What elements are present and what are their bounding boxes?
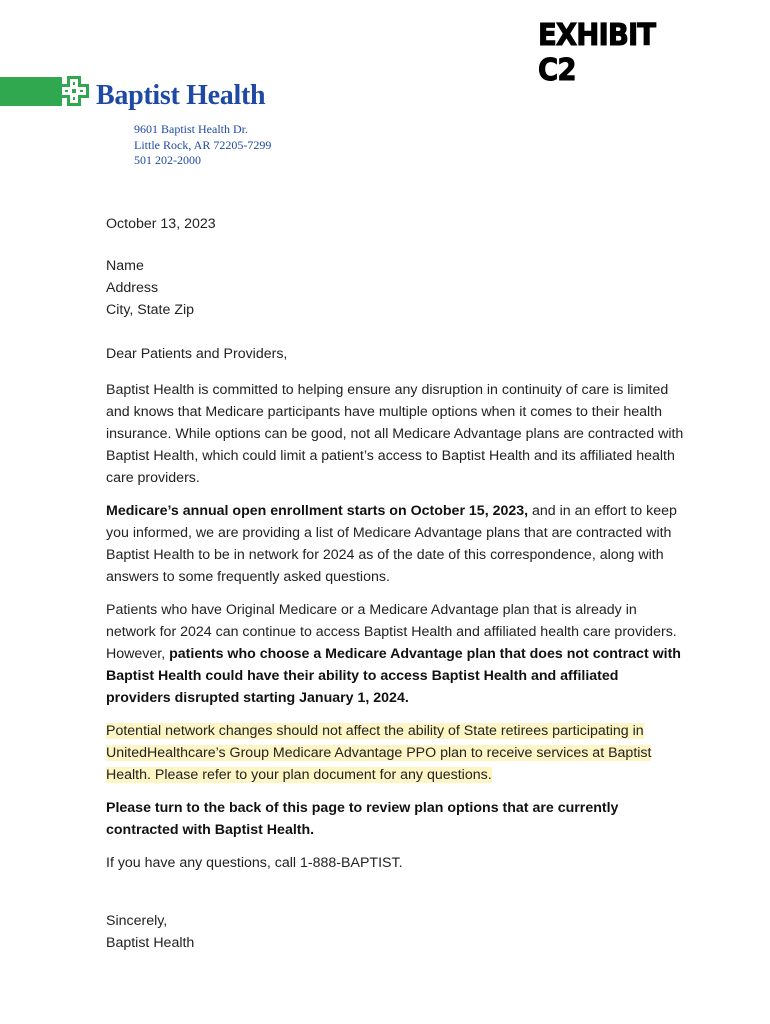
state-retirees-highlight: Potential network changes should not affect the ability of State retirees participating in UnitedHealthcare’s Group Medicare Advantage PPO plan to receive services at Baptist Health. Please refer to your plan document for any questions. — [106, 723, 652, 783]
recipient-name: Name — [106, 258, 144, 274]
exhibit-stamp: EXHIBIT C2 — [538, 18, 656, 88]
address-phone: 501 202-2000 — [134, 153, 201, 167]
letterhead-address — [134, 122, 271, 169]
letter-date: October 13, 2023 — [106, 216, 216, 232]
open-enrollment-text: and in an effort to keep you informed, we are providing a list of Medicare Advantage plans that are contracted with Baptist Health to be in network for 2024 as of the date of this correspondence, along with answers to some frequently asked questions. — [106, 503, 677, 585]
open-enrollment-emphasis: Medicare’s annual open enrollment starts on October 15, 2023, — [106, 503, 529, 519]
paragraph-state-retirees — [106, 720, 686, 786]
network-access-warning: patients who choose a Medicare Advantage plan that does not contract with Baptist Health could have their ability to access Baptist Health and affiliated providers disrupted starting January 1, 2024. — [106, 646, 681, 706]
paragraph-contact: If you have any questions, call 1-888-BAPTIST. — [106, 855, 403, 871]
salutation: Dear Patients and Providers, — [106, 346, 288, 362]
turn-page-instruction: Please turn to the back of this page to review plan options that are currently contracted with Baptist Health. — [106, 800, 619, 838]
address-city: Little Rock, AR 72205-7299 — [134, 137, 272, 152]
baptist-cross-logo-icon — [57, 74, 91, 108]
paragraph-network-access — [106, 599, 686, 709]
letter-body — [106, 213, 686, 954]
closing: Sincerely, — [106, 913, 168, 929]
paragraph-open-enrollment — [106, 500, 686, 588]
recipient-city: City, State Zip — [106, 302, 195, 318]
paragraph-turn-page — [106, 797, 686, 841]
recipient-address: Address — [106, 280, 159, 296]
paragraph-commitment: Baptist Health is committed to helping ensure any disruption in continuity of care is limited and knows that Medicare participants have multiple options when it comes to their health insurance. While options can be good, not all Medicare Advantage plans are contracted with Baptist Health, which could limit a patient’s access to Baptist Health and its affiliated health care providers. — [106, 382, 684, 486]
brand-name: Baptist Health — [96, 80, 266, 111]
brand-accent-bar — [0, 77, 62, 106]
recipient-block — [106, 255, 686, 321]
network-access-text: Patients who have Original Medicare or a Medicare Advantage plan that is already in network for 2024 can continue to access Baptist Health and affiliated health care providers. However, — [106, 602, 677, 662]
signature: Baptist Health — [106, 935, 195, 951]
address-street: 9601 Baptist Health Dr. — [134, 122, 248, 136]
